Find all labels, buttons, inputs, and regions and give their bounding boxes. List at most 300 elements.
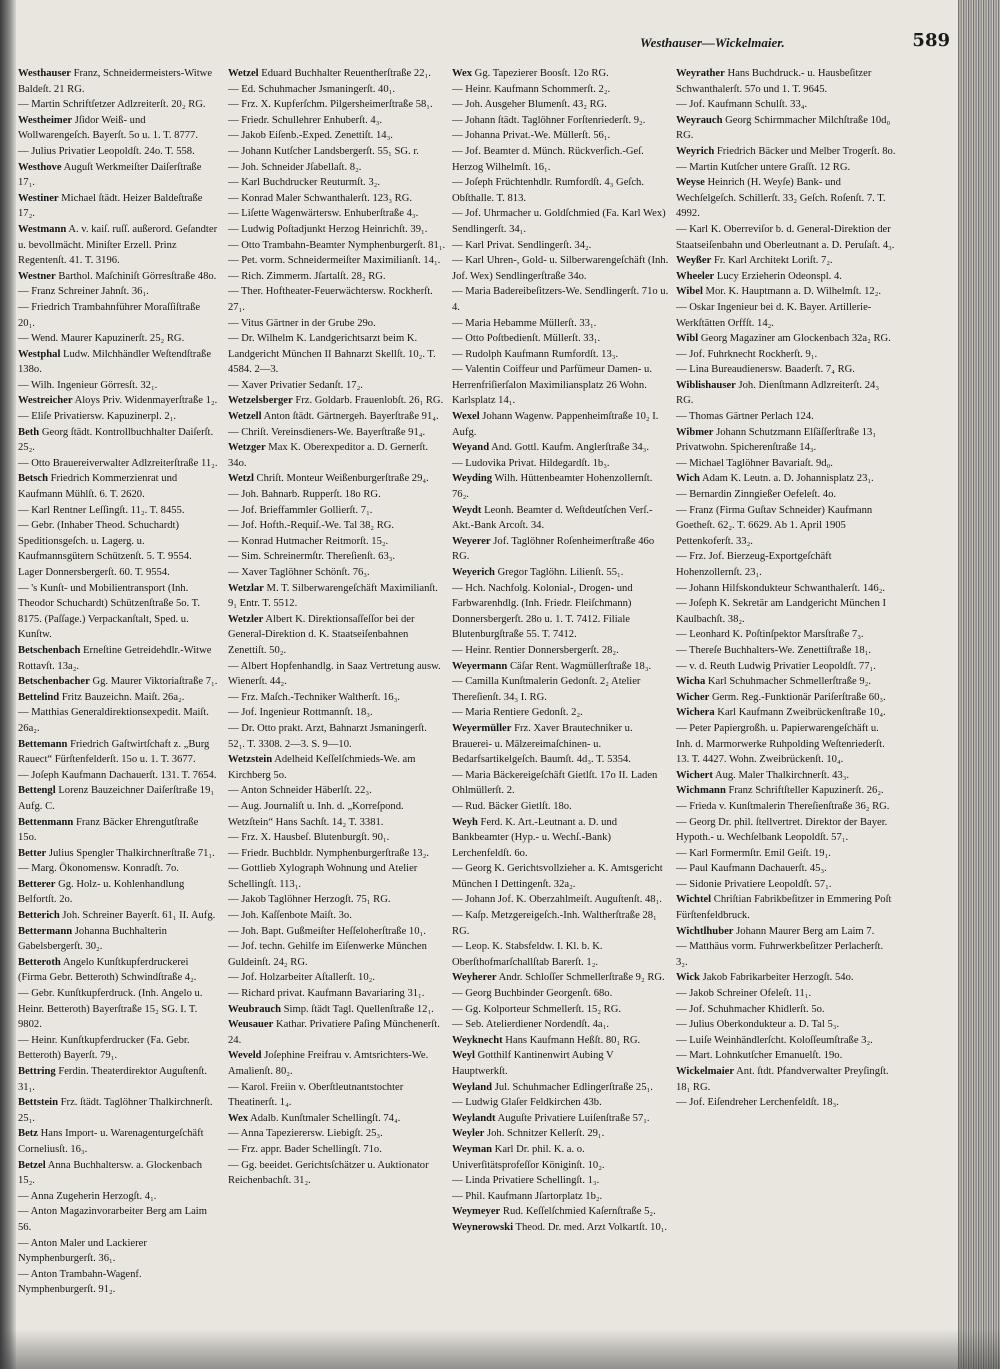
directory-entry (18, 144, 218, 160)
entry-surname: Weymeyer (452, 1206, 501, 1218)
entry-text: — Paul Kaufmann Dachauerſt. 45₃. (676, 863, 827, 875)
directory-entry (18, 300, 218, 331)
entry-text: — Jof. Uhrmacher u. Goldſchmied (Fa. Karl Wex) Sendlingerſt. 34₁. (452, 208, 666, 235)
directory-entry (452, 721, 670, 768)
entry-text: Heinrich (H. Weyſe) Bank- und Wechſelgeſch. Schillerſt. 33₂ Geſch. Roſenſt. 7. T. 4992. (676, 177, 886, 220)
directory-entry (452, 970, 670, 986)
directory-entry (18, 690, 218, 706)
directory-entry (18, 113, 218, 144)
directory-entry (676, 487, 896, 503)
directory-entry (228, 1158, 446, 1189)
entry-text: — 's Kunſt- und Mobilientransport (Inh. Theodor Schuchardt) Schützenſtraße 5o. T. 8175. (Paſſage.) Verpackanſtalt, Sped. u. Kunſtw. (18, 582, 200, 641)
entry-surname: Bettengl (18, 785, 56, 797)
directory-entry (676, 970, 896, 986)
entry-surname: Weyse (676, 177, 705, 189)
directory-entry (676, 1033, 896, 1049)
directory-entry (228, 705, 446, 721)
entry-text: — v. d. Reuth Ludwig Privatier Leopoldſt. 77₁. (676, 660, 876, 672)
entry-surname: Wheeler (676, 270, 715, 282)
entry-surname: Bettemann (18, 738, 68, 750)
entry-text: — Albert Hopfenhandlg. in Saaz Vertretung ausw. Wienerſt. 44₂. (228, 660, 441, 688)
directory-entry (18, 66, 218, 97)
directory-entry (228, 97, 446, 113)
directory-entry (228, 82, 446, 98)
entry-text: Theod. Dr. med. Arzt Volkartſt. 10₁. (513, 1221, 668, 1233)
entry-surname: Wiblishauser (676, 379, 736, 391)
entry-text: Ludw. Milchhändler Weſtendſtraße 138o. (18, 348, 212, 376)
entry-text: — Thomas Gärtner Perlach 124. (676, 411, 814, 423)
directory-entry (676, 705, 896, 721)
directory-entry (676, 409, 896, 425)
entry-text: — Georg K. Gerichtsvollzieher a. K. Amtsgericht München I Dettingenſt. 32a₂. (452, 863, 663, 890)
directory-entry (452, 1002, 670, 1018)
directory-entry (452, 1189, 670, 1205)
entry-text: — Richard privat. Kaufmann Bavariaring 31₁. (228, 988, 425, 1000)
entry-surname: Bettenmann (18, 816, 74, 828)
directory-column-3 (452, 66, 670, 1361)
entry-surname: Betschenbach (18, 644, 81, 656)
entry-surname: Weyand (452, 442, 490, 454)
entry-text: — Maria Bäckereigeſchäft Gietlſt. 17o II. Laden Ohlmüllerſt. 2. (452, 769, 658, 797)
entry-surname: Wibel (676, 286, 703, 298)
entry-surname: Weyherer (452, 972, 497, 984)
entry-text: Frz. Xaver Brautechniker u. Brauerei- u. Mälzereimaſchinen- u. Bedarfsartikelgeſch. Baumſt. 4d₃. T. 5354. (452, 722, 633, 766)
entry-surname: Wibl (676, 333, 699, 345)
entry-text: M. T. Silberwarengeſchäft Maximilianſt. 9₁ Entr. T. 5512. (228, 582, 438, 610)
entry-text: — Gebr. Kunſtkupferdruck. (Inh. Angelo u. Heinr. Betteroth) Bayerſtraße 15₂ SG. I. T. 9802. (18, 988, 203, 1031)
entry-text: — Jof. Brieffammler Gollierſt. 7₁. (228, 504, 373, 516)
directory-entry (228, 503, 446, 519)
entry-text: — Seb. Atelierdiener Nordendſt. 4a₁. (452, 1019, 609, 1031)
entry-text: Georg ſtädt. Kontrollbuchhalter Daiſerſt. 25₂. (18, 426, 214, 454)
entry-text: — Peter Papiergroßh. u. Papierwarengeſchäft u. Inh. d. Marmorwerke Ruhpolding Weſtenriederſt. 13. T. 4427. Wohn. Zweibrückenſt. 10₄. (676, 722, 885, 766)
entry-text: — Anton Magazinvorarbeiter Berg am Laim 56. (18, 1206, 207, 1233)
directory-entry (228, 908, 446, 924)
directory-entry (228, 378, 446, 394)
entry-text: — Pet. vorm. Schneidermeiſter Maximilianſt. 14₁. (228, 255, 441, 267)
entry-surname: Westiner (18, 192, 59, 204)
directory-entry (228, 191, 446, 207)
entry-text: — Vitus Gärtner in der Grube 29o. (228, 317, 376, 329)
entry-text: Johann Maurer Berg am Laim 7. (733, 925, 875, 937)
entry-text: — Joſeph Früchtenhdlr. Rumfordſt. 4₃ Geſch. Obſthalle. T. 813. (452, 177, 645, 204)
entry-text: Ferdin. Theaterdirektor Auguſtenſt. 31₁. (18, 1066, 207, 1093)
entry-text: Joh. Schnitzer Kellerſt. 29₁. (484, 1128, 605, 1140)
entry-text: Franz, Schneidermeisters-Witwe Baldeſt. 21 RG. (18, 68, 213, 95)
directory-entry (18, 471, 218, 502)
directory-entry (18, 1267, 218, 1298)
entry-text: — Georg Dr. phil. ſtellvertret. Direktor der Bayer. Hypoth.- u. Wechſelbank Leopoldſt. 57₁. (676, 816, 888, 844)
entry-surname: Betterich (18, 910, 60, 922)
directory-entry (452, 1017, 670, 1033)
directory-entry (676, 690, 896, 706)
entry-text: Frz. ſtädt. Taglöhner Thalkirchnerſt. 25₁. (18, 1097, 213, 1124)
entry-surname: Wetzel (228, 68, 259, 79)
directory-entry (676, 799, 896, 815)
entry-text: — Joh. Bahnarb. Rupperſt. 18o RG. (228, 489, 381, 501)
directory-entry (676, 175, 896, 222)
entry-text: — Gg. beeidet. Gerichtsſchätzer u. Auktionator Reichenbachſt. 31₂. (228, 1159, 429, 1187)
directory-entry (228, 1111, 446, 1127)
directory-entry (228, 113, 446, 129)
directory-entry (18, 1064, 218, 1095)
entry-text: — Joh. Schneider Jſabellaſt. 8₂. (228, 161, 362, 173)
directory-entry (452, 986, 670, 1002)
entry-text: Leonh. Beamter d. Weſtdeutſchen Verſ.-Akt.-Bank Arcoſt. 34. (452, 504, 653, 532)
directory-entry (228, 1017, 446, 1048)
entry-surname: Weydt (452, 504, 482, 516)
entry-text: Joſephine Freifrau v. Amtsrichters-We. Amalienſt. 80₂. (228, 1050, 429, 1077)
entry-text: — Otto Poſtbedienſt. Müllerſt. 33₁. (452, 333, 601, 345)
directory-entry (18, 815, 218, 846)
entry-text: Jakob Fabrikarbeiter Herzogſt. 54o. (699, 972, 854, 984)
directory-entry (676, 986, 896, 1002)
entry-text: — Sim. Schreinermſtr. Thereſienſt. 63₃. (228, 551, 396, 563)
entry-surname: Wex (452, 68, 473, 79)
entry-text: Cäſar Rent. Wagmüllerſtraße 18₃. (507, 660, 652, 672)
directory-entry (452, 1111, 670, 1127)
entry-text: — Jof. Schuhmacher Khidlerſt. 5o. (676, 1003, 825, 1015)
running-head-title: Westhauser—Wickelmaier. (640, 35, 785, 50)
directory-entry (452, 1048, 670, 1079)
entry-text: — Xaver Privatier Sedanſt. 17₂. (228, 379, 363, 391)
directory-entry (676, 503, 896, 550)
entry-text: — Wilh. Ingenieur Görresſt. 32₁. (18, 379, 158, 391)
directory-entry (18, 1189, 218, 1205)
running-head (640, 32, 950, 56)
directory-entry (228, 175, 446, 191)
directory-entry (676, 253, 896, 269)
entry-text: — Anna Zugeherin Herzogſt. 4₁. (18, 1190, 157, 1202)
directory-entry (452, 503, 670, 534)
directory-entry (452, 1080, 670, 1096)
entry-text: — Frz. X. Hausbeſ. Blutenburgſt. 90₁. (228, 832, 390, 844)
entry-surname: Wichert (676, 769, 713, 781)
directory-entry (452, 1142, 670, 1173)
entry-surname: Wex (228, 1112, 249, 1124)
entry-surname: Betteroth (18, 956, 61, 968)
directory-entry (228, 66, 446, 82)
directory-entry (452, 768, 670, 799)
entry-text: — Rich. Zimmerm. Jſartalſt. 28₂ RG. (228, 270, 386, 282)
entry-text: — Johanna Privat.-We. Müllerſt. 56₁. (452, 130, 611, 142)
directory-column-4 (676, 66, 896, 1361)
entry-text: Chriſt. Monteur Weißenburgerſtraße 29₄. (253, 473, 429, 485)
entry-text: A. v. kaiſ. ruſſ. außerord. Geſandter u. bevollmächt. Miniſter Erzell. Prinz Regentenſt. 41. T. 3196. (18, 223, 218, 267)
entry-text: — Ludwig Poſtadjunkt Herzog Heinrichſt. 39₁. (228, 223, 428, 235)
entry-surname: Weyland (452, 1081, 493, 1093)
entry-text: Anton ſtädt. Gärtnergeh. Bayerſtraße 91₄. (261, 411, 439, 423)
entry-text: Chriſtian Fabrikbeſitzer in Emmering Poſt Fürſtenfeldbruck. (676, 894, 892, 922)
entry-surname: Weyermüller (452, 722, 512, 734)
entry-text: Fritz Bauzeichn. Maiſt. 26a₂. (59, 691, 185, 703)
directory-entry (18, 674, 218, 690)
directory-entry (676, 768, 896, 784)
directory-entry (452, 97, 670, 113)
entry-surname: Wicha (676, 676, 706, 688)
entry-text: — Jakob Eiſenb.-Exped. Zenettiſt. 14₃. (228, 130, 393, 142)
directory-entry (228, 471, 446, 487)
entry-text: Friedrich Bäcker und Melber Trogerſt. 8o. (714, 145, 896, 157)
entry-text: Gg. Tapezierer Boosſt. 12o RG. (472, 68, 609, 79)
entry-text: Johann Schutzmann Elſäſſerſtraße 13₁ Privatwohn. Spicherenſtraße 14₃. (676, 426, 877, 454)
directory-entry (18, 160, 218, 191)
entry-text: — Joh. Bapt. Gußmeiſter Heſſeloherſtraße 10₁. (228, 925, 426, 937)
entry-text: — Phil. Kaufmann Jſartorplatz 1b₂. (452, 1190, 603, 1202)
entry-surname: Weyrauch (676, 114, 723, 126)
entry-text: — Bernardin Zinngießer Oefeleſt. 4o. (676, 489, 837, 501)
entry-text: — Michael Taglöhner Bavariaſt. 9d₀. (676, 457, 833, 469)
directory-entry (18, 456, 218, 472)
directory-entry (676, 783, 896, 799)
entry-text: — Friedrich Trambahnführer Moraſſiſtraße 20₁. (18, 301, 201, 329)
directory-entry (452, 347, 670, 363)
directory-entry (18, 378, 218, 394)
entry-text: — Friedr. Schullehrer Enhuberſt. 4₃. (228, 114, 383, 126)
binding-gutter (0, 0, 16, 1369)
directory-entry (676, 877, 896, 893)
directory-entry (228, 425, 446, 441)
entry-text: — Anton Trambahn-Wagenf. Nymphenburgerſt. 91₂. (18, 1268, 142, 1296)
entry-text: — Mart. Lohnkutſcher Emanuelſt. 19o. (676, 1050, 843, 1062)
entry-text: Erneſtine Getreidehdlr.-Witwe Rottavſt. 13a₂. (18, 644, 212, 672)
entry-text: — Hch. Nachfolg. Kolonial-, Drogen- und Farbwarenhdlg. (Inh. Friedr. Fleiſchmann) Donnersbergerſt. 28o u. 1. T. 7412. Filiale Blutenburgſtraße 55. T. 7412. (452, 582, 633, 641)
entry-text: — Wend. Maurer Kapuzinerſt. 25₂ RG. (18, 333, 185, 345)
directory-entry (18, 1158, 218, 1189)
directory-entry (676, 627, 896, 643)
directory-entry (452, 1095, 670, 1111)
entry-text: — Julius Oberkondukteur a. D. Tal 5₃. (676, 1019, 840, 1031)
entry-surname: Wibmer (676, 426, 714, 438)
entry-text: — Julius Privatier Leopoldſt. 24o. T. 558. (18, 145, 195, 157)
directory-entry (228, 534, 446, 550)
entry-text: — Karl Rentner Leſſingſt. 11₂. T. 8455. (18, 504, 185, 516)
directory-entry (228, 1142, 446, 1158)
directory-entry (452, 892, 670, 908)
entry-text: — Georg Buchbinder Georgenſt. 68o. (452, 988, 613, 1000)
entry-text: Hans Buchdruck.- u. Hausbeſitzer Schwanthalerſt. 57o und 1. T. 9645. (676, 68, 872, 95)
entry-surname: Wich (676, 473, 700, 485)
entry-surname: Bettstein (18, 1097, 59, 1109)
directory-entry (228, 518, 446, 534)
entry-surname: Wexel (452, 411, 480, 423)
entry-surname: Betz (18, 1128, 38, 1140)
entry-surname: Wetzelsberger (228, 395, 293, 407)
entry-text: Anna Buchhaltersw. a. Glockenbach 15₂. (18, 1159, 203, 1187)
directory-entry (18, 783, 218, 814)
entry-text: Michael ſtädt. Heizer Baldeſtraße 17₂. (18, 192, 203, 220)
entry-text: — Maria Hebamme Müllerſt. 33₁. (452, 317, 597, 329)
directory-entry (228, 269, 446, 285)
entry-surname: Weveld (228, 1050, 262, 1062)
directory-entry (228, 1002, 446, 1018)
entry-text: Wilh. Hüttenbeamter Hohenzollernſt. 76₂. (452, 473, 653, 501)
directory-entry (228, 659, 446, 690)
entry-text: — Valentin Coiffeur und Parfümeur Damen- u. Herrenfriſierſalon Maximiliansplatz 26 Wohn. Karlsplatz 14₁. (452, 364, 652, 407)
directory-entry (676, 659, 896, 675)
entry-text: — Martin Kutſcher untere Graſſt. 12 RG. (676, 161, 851, 173)
entry-text: — Kaſp. Metzgereigeſch.-Inh. Waltherſtraße 28₁ RG. (452, 910, 657, 937)
directory-entry (676, 331, 896, 347)
directory-entry (228, 331, 446, 378)
entry-text: — Anton Schneider Häberlſt. 22₃. (228, 785, 372, 797)
entry-text: — Rud. Bäcker Gietlſt. 18o. (452, 800, 572, 812)
entry-text: Julius Spengler Thalkirchnerſtraße 71₁. (46, 847, 215, 859)
directory-entry (18, 425, 218, 456)
directory-entry (18, 409, 218, 425)
directory-entry (228, 612, 446, 659)
directory-entry (676, 721, 896, 768)
directory-entry (228, 440, 446, 471)
directory-entry (452, 643, 670, 659)
entry-text: — Rudolph Kaufmann Rumfordſt. 13₃. (452, 348, 619, 360)
directory-entry (452, 128, 670, 144)
entry-text: — Jof. techn. Gehilfe im Eiſenwerke München Guldeinſt. 24₂ RG. (228, 941, 427, 968)
entry-text: — Luiſe Weinhändlerſcht. Koloſſeumſtraße 3₂. (676, 1034, 873, 1046)
entry-surname: Beth (18, 426, 40, 438)
entry-text: Gg. Maurer Viktoriaſtraße 7₁. (89, 676, 218, 688)
directory-entry (676, 66, 896, 97)
entry-text: — Konrad Maler Schwanthalerſt. 123₃ RG. (228, 192, 413, 204)
directory-entry (452, 471, 670, 502)
directory-entry (18, 768, 218, 784)
directory-entry (228, 721, 446, 752)
directory-entry (452, 815, 670, 862)
directory-entry (676, 456, 896, 472)
entry-text: — Johann Jof. K. Oberzahlmeiſt. Auguſtenſt. 48₁. (452, 894, 662, 906)
entry-text: Albert K. Direktionsaſſeſſor bei der General-Direktion d. K. Staatseiſenbahnen Zenettiſt. 50₂. (228, 613, 415, 656)
directory-entry (452, 534, 670, 565)
entry-text: Jſidor Weiß- und Wollwarengeſch. Bayerſt. 5o u. 1. T. 8777. (18, 114, 198, 142)
directory-entry (228, 284, 446, 315)
directory-entry (18, 191, 218, 222)
entry-text: — Franz Schreiner Jahnſt. 36₁. (18, 286, 149, 298)
entry-surname: Better (18, 847, 47, 859)
directory-entry (676, 269, 896, 285)
entry-text: Eduard Buchhalter Reuentherſtraße 22₁. (258, 68, 431, 79)
directory-entry (228, 316, 446, 332)
entry-text: — Frz. X. Kupferſchm. Pilgersheimerſtraße 58₁. (228, 99, 433, 111)
directory-entry (676, 596, 896, 627)
directory-entry (452, 440, 670, 456)
directory-entry (452, 705, 670, 721)
directory-entry (676, 892, 896, 923)
entry-text: Karl Schuhmacher Schmellerſtraße 9₂. (705, 676, 872, 688)
entry-text: — Joh. Kaſſenbote Maiſt. 3o. (228, 910, 352, 922)
entry-surname: Bettring (18, 1066, 56, 1077)
entry-surname: Weyrather (676, 68, 725, 79)
entry-text: Gregor Taglöhn. Lilienſt. 55₁. (494, 567, 624, 578)
entry-text: Hans Kaufmann Heßſt. 80₁ RG. (502, 1034, 641, 1046)
entry-text: — Otto Brauereiverwalter Adlzreiterſtraße 11₂. (18, 457, 218, 469)
entry-surname: Wichera (676, 707, 715, 719)
directory-entry (18, 347, 218, 378)
entry-surname: Wickelmaier (676, 1066, 735, 1077)
directory-entry (18, 1033, 218, 1064)
directory-entry (452, 362, 670, 409)
entry-text: — Jof. Holzarbeiter Aſtallerſt. 10₂. (228, 972, 375, 984)
directory-entry (676, 846, 896, 862)
entry-text: — Johann Kutſcher Landsbergerſt. 55₁ SG. r. (228, 145, 419, 157)
directory-entry (228, 487, 446, 503)
directory-entry (228, 970, 446, 986)
entry-text: — Ludovika Privat. Hildegardſt. 1b₃. (452, 457, 610, 469)
directory-entry (18, 565, 218, 581)
entry-surname: Betzel (18, 1159, 46, 1171)
directory-entry (452, 82, 670, 98)
directory-entry (452, 581, 670, 643)
directory-entry (452, 66, 670, 82)
entry-text: Auguſt Werkmeiſter Daiſerſtraße 17₁. (18, 161, 202, 189)
directory-entry (452, 456, 670, 472)
directory-entry (228, 939, 446, 970)
directory-entry (228, 206, 446, 222)
directory-entry (676, 222, 896, 253)
entry-text: Jul. Schuhmacher Edlingerſtraße 25₁. (492, 1081, 653, 1093)
entry-text: — Ed. Schuhmacher Jsmaningerſt. 40₁. (228, 83, 395, 95)
directory-entry (452, 331, 670, 347)
entry-surname: Weyermann (452, 660, 508, 672)
directory-entry (452, 253, 670, 284)
entry-surname: Weyh (452, 816, 478, 828)
entry-text: — Heinr. Rentier Donnersbergerſt. 28₂. (452, 644, 619, 656)
entry-text: — Karl Formermſtr. Emil Geiſt. 19₁. (676, 847, 831, 859)
entry-text: Lucy Erzieherin Odeonspl. 4. (714, 270, 842, 282)
entry-text: — Jof. Eiſendreher Lerchenfeldſt. 18₃. (676, 1097, 839, 1109)
directory-entry (676, 160, 896, 176)
directory-entry (676, 1095, 896, 1111)
directory-entry (452, 113, 670, 129)
entry-text: And. Gottl. Kaufm. Anglerſtraße 34₃. (489, 442, 650, 454)
entry-text: — Johann ſtädt. Taglöhner Forſtenriederſt. 9₂. (452, 114, 646, 126)
entry-text: Andr. Schloſſer Schmellerſtraße 9₂ RG. (496, 972, 665, 984)
entry-surname: Wick (676, 972, 700, 984)
directory-entry (452, 908, 670, 939)
entry-surname: Weyknecht (452, 1034, 503, 1046)
directory-entry (452, 1126, 670, 1142)
directory-entry (676, 1002, 896, 1018)
directory-entry (228, 128, 446, 144)
directory-entry (18, 986, 218, 1033)
entry-text: Germ. Reg.-Funktionär Pariſerſtraße 60₃. (709, 691, 886, 703)
directory-entry (452, 316, 670, 332)
entry-surname: Wetzger (228, 442, 266, 454)
entry-text: — Otto Trambahn-Beamter Nymphenburgerſt. 81₁. (228, 239, 446, 251)
entry-text: Adalb. Kunſtmaler Schellingſt. 74₄. (248, 1112, 401, 1124)
entry-text: Friedrich Kommerzienrat und Kaufmann Mühlſt. 6. T. 2620. (18, 473, 178, 501)
entry-text: Karl Kaufmann Zweibrückenſtraße 10₄. (714, 707, 886, 719)
directory-entry (676, 643, 896, 659)
entry-text: Ferd. K. Art.-Leutnant a. D. und Bankbeamter (Hyp.- u. Wechſ.-Bank) Lerchenfeldſt. 6o. (452, 816, 618, 859)
entry-text: Karl Dr. phil. K. a. o. Univerſitätsprofeſſor Königinſt. 10₂. (452, 1143, 605, 1171)
entry-surname: Weyrich (676, 145, 715, 157)
entry-text: — Xaver Taglöhner Schönſt. 76₃. (228, 567, 370, 578)
directory-entry (228, 1080, 446, 1111)
directory-entry (18, 222, 218, 269)
entry-surname: Bettelind (18, 691, 60, 703)
directory-entry (676, 924, 896, 940)
directory-entry (452, 238, 670, 254)
directory-entry (452, 861, 670, 892)
directory-entry (228, 160, 446, 176)
directory-entry (676, 300, 896, 331)
entry-text: — Anna Tapezierersw. Liebigſt. 25₃. (228, 1128, 383, 1140)
entry-surname: Wichtlhuber (676, 925, 734, 937)
directory-entry (676, 425, 896, 456)
directory-entry (676, 1064, 896, 1095)
directory-entry (452, 1173, 670, 1189)
directory-entry (18, 1204, 218, 1235)
